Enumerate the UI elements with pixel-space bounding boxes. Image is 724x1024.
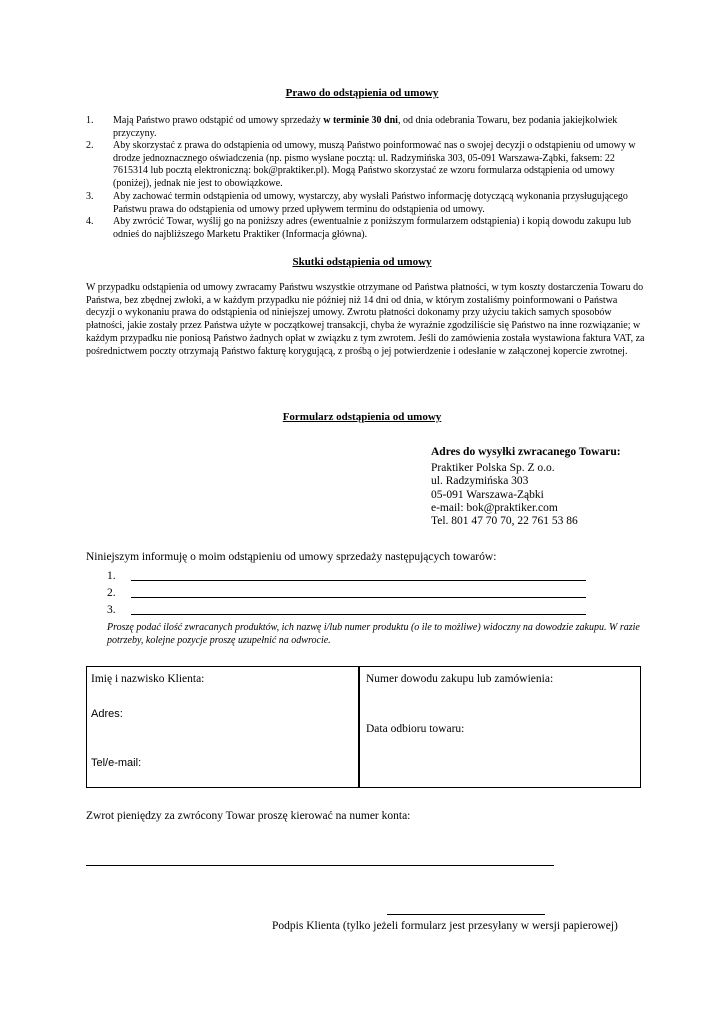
return-address-title: Adres do wysyłki zwracanego Towaru:	[431, 446, 621, 458]
form-intro: Niniejszym informuję o moim odstąpieniu od umowy sprzedaży następujących towarów:	[86, 551, 497, 563]
return-address-city: 05-091 Warszawa-Ząbki	[431, 488, 544, 501]
client-name-label: Imię i nazwisko Klienta:	[91, 673, 205, 685]
goods-line-number: 2.	[107, 587, 116, 599]
client-address-label: Adres:	[91, 708, 123, 720]
refund-account-label: Zwrot pieniędzy za zwrócony Towar proszę kierować na numer konta:	[86, 810, 411, 822]
receipt-number-label: Numer dowodu zakupu lub zamówienia:	[366, 673, 554, 685]
list-item-text: Aby skorzystać z prawa do odstąpienia od umowy, muszą Państwo poinformować nas o swojej decyzji o odstąpieniu od umowy w drodze jednoznacznego oświadczenia (np. pismo wysłane pocztą: ul. Radzymińska 303, 05-091 Warszawa-Ząbki, faksem: 22 7615314 lub pocztą elektroniczną: bok@praktiker.pl). Mogą Państwo skorzystać ze wzoru formularza odstąpienia od umowy (poniżej), jednak nie jest to obowiązkowe.	[113, 140, 636, 189]
list-item-text: Aby zwrócić Towar, wyślij go na poniższy adres (ewentualnie z poniższym formularzem odstąpienia) i kopią dowodu zakupu lub odnieś do najbliższego Marketu Praktiker (Informacja główna).	[113, 216, 632, 240]
list-item-number: 3.	[86, 191, 94, 202]
client-info-box[interactable]	[86, 666, 360, 788]
signature-label: Podpis Klienta (tylko jeżeli formularz jest przesyłany w wersji papierowej)	[272, 920, 618, 932]
return-address-block	[431, 446, 691, 528]
list-item-number: 1.	[86, 115, 94, 126]
return-address-company: Praktiker Polska Sp. Z o.o.	[431, 462, 555, 475]
goods-note: Proszę podać ilość zwracanych produktów, ich nazwę i/lub numer produktu (o ile to możliwe) widoczny na dowodzie zakupu. W razie potrzeby, kolejne pozycje proszę uzupełnić na odwrocie.	[107, 622, 640, 646]
goods-line-1[interactable]	[131, 580, 586, 581]
purchase-info-box[interactable]	[358, 666, 641, 788]
list-item-text: Aby zachować termin odstąpienia od umowy, wystarczy, aby wysłali Państwo informację dotyczącą wykonania przysługującego Państwu prawa do odstąpienia od umowy przed upływem terminu do odstąpienia od umowy.	[113, 191, 628, 215]
bank-account-line[interactable]	[86, 865, 554, 866]
list-item	[86, 115, 646, 141]
signature-line[interactable]	[387, 914, 545, 915]
withdrawal-effects-paragraph: W przypadku odstąpienia od umowy zwracamy Państwu wszystkie otrzymane od Państwa płatności, w tym koszty dostarczenia Towaru do Państwa, bez zbędnej zwłoki, a w każdym przypadku nie później niż 14 dni od dnia, w którym zostaliśmy poinformowani o Państwa decyzji o wykonaniu prawa do odstąpienia od niniejszej umowy. Zwrotu płatności dokonamy przy użyciu takich samych sposobów płatności, jakie zostały przez Państwa użyte w początkowej transakcji, chyba że wyraźnie zgodziliście się Państwo na inne rozwiązanie; w każdym przypadku nie poniosą Państwo żadnych opłat w związku z tym zwrotem. Jeśli do zamówienia została wystawiona faktura VAT, za pośrednictwem poczty otrzymają Państwo fakturę korygującą, z prośbą o jej potwierdzenie i odesłanie w załączonej kopercie zwrotnej.	[86, 282, 645, 357]
list-item-text: Mają Państwo prawo odstąpić od umowy sprzedaży w terminie 30 dni, od dnia odebrania Towaru, bez podania jakiejkolwiek przyczyny.	[113, 115, 618, 139]
section-title-right-of-withdrawal: Prawo do odstąpienia od umowy	[285, 87, 439, 99]
return-address-phone: Tel. 801 47 70 70, 22 761 53 86	[431, 515, 578, 528]
return-address-street: ul. Radzymińska 303	[431, 475, 529, 488]
list-item-number: 2.	[86, 140, 94, 151]
form-title: Formularz odstąpienia od umowy	[282, 411, 442, 423]
pickup-date-label: Data odbioru towaru:	[366, 723, 465, 735]
list-item	[86, 191, 646, 217]
goods-line-number: 3.	[107, 604, 116, 616]
list-item-number: 4.	[86, 216, 94, 227]
section-title-withdrawal-effects: Skutki odstąpienia od umowy	[292, 256, 432, 268]
goods-line-2[interactable]	[131, 597, 586, 598]
goods-line-number: 1.	[107, 570, 116, 582]
list-item	[86, 216, 646, 242]
list-item	[86, 140, 646, 192]
return-address-email: e-mail: bok@praktiker.com	[431, 501, 558, 514]
goods-line-3[interactable]	[131, 614, 586, 615]
withdrawal-rights-list	[86, 115, 646, 245]
client-contact-label: Tel/e-mail:	[91, 757, 142, 769]
